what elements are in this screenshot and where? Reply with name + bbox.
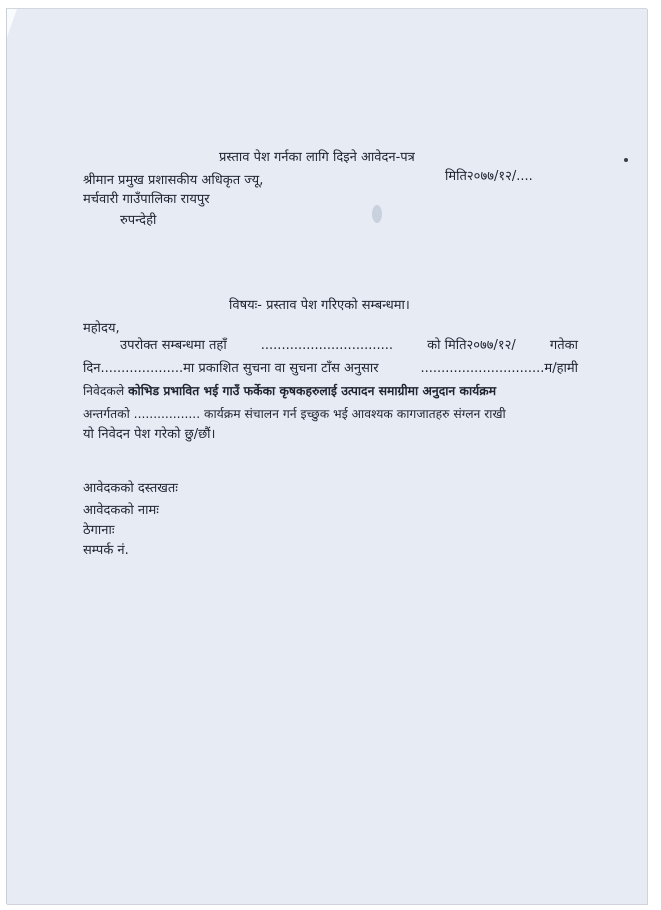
applicant-name-label: आवेदकको नामः [83, 503, 159, 518]
body-line-3 [83, 383, 496, 399]
recipient-line-2: मर्चवारी गाउँपालिका रायपुर [83, 192, 210, 207]
body-line-4: अन्तर्गतको ................. कार्यक्रम संचालन गर्न इच्छुक भई आवश्यक कागजातहरु संग्लन राखी [83, 407, 506, 421]
body-line-1-part-a: उपरोक्त सम्बन्धमा तहाँ [120, 338, 227, 353]
body-line-2 [83, 361, 578, 377]
scanned-page [6, 8, 647, 904]
ink-speck [624, 158, 628, 162]
body-line-1-part-b: ................................ [260, 338, 394, 353]
recipient-line-3: रुपन्देही [120, 213, 157, 228]
recipient-line-1: श्रीमान प्रमुख प्रशासकीय अधिकृत ज्यू, [83, 173, 264, 188]
body-line-1-part-d: गतेका [549, 338, 578, 353]
date-field: मिति२०७७/१२/.... [445, 169, 533, 184]
smudge-mark [372, 205, 382, 223]
body-line-1-part-c: को मिति२०७७/१२/ [427, 338, 516, 353]
subject-line: विषयः- प्रस्ताव पेश गरिएको सम्बन्धमा। [229, 298, 410, 313]
body-line-3-part-b: कोभिड प्रभावित भई गाउँ फर्केका कृषकहरुलाई उत्पादन समाग्रीमा अनुदान कार्यक्रम [128, 384, 497, 398]
page-fold [7, 9, 17, 37]
body-line-2-part-a: दिन....................मा प्रकाशित सुचना वा सुचना टाँस अनुसार [83, 361, 379, 376]
body-line-5: यो निवेदन पेश गरेको छु/छौं। [83, 427, 216, 442]
body-line-1 [120, 338, 578, 354]
applicant-address-label: ठेगानाः [83, 523, 115, 538]
applicant-contact-label: सम्पर्क नं. [83, 543, 129, 558]
document-title: प्रस्ताव पेश गर्नका लागि दिइने आवेदन-पत्र [219, 150, 415, 165]
body-line-3-part-a: निवेदकले [83, 384, 125, 398]
salutation: महोदय, [83, 321, 120, 336]
body-line-2-part-b: ..............................म/हामी [420, 361, 578, 376]
applicant-signature-label: आवेदकको दस्तखतः [83, 481, 178, 496]
